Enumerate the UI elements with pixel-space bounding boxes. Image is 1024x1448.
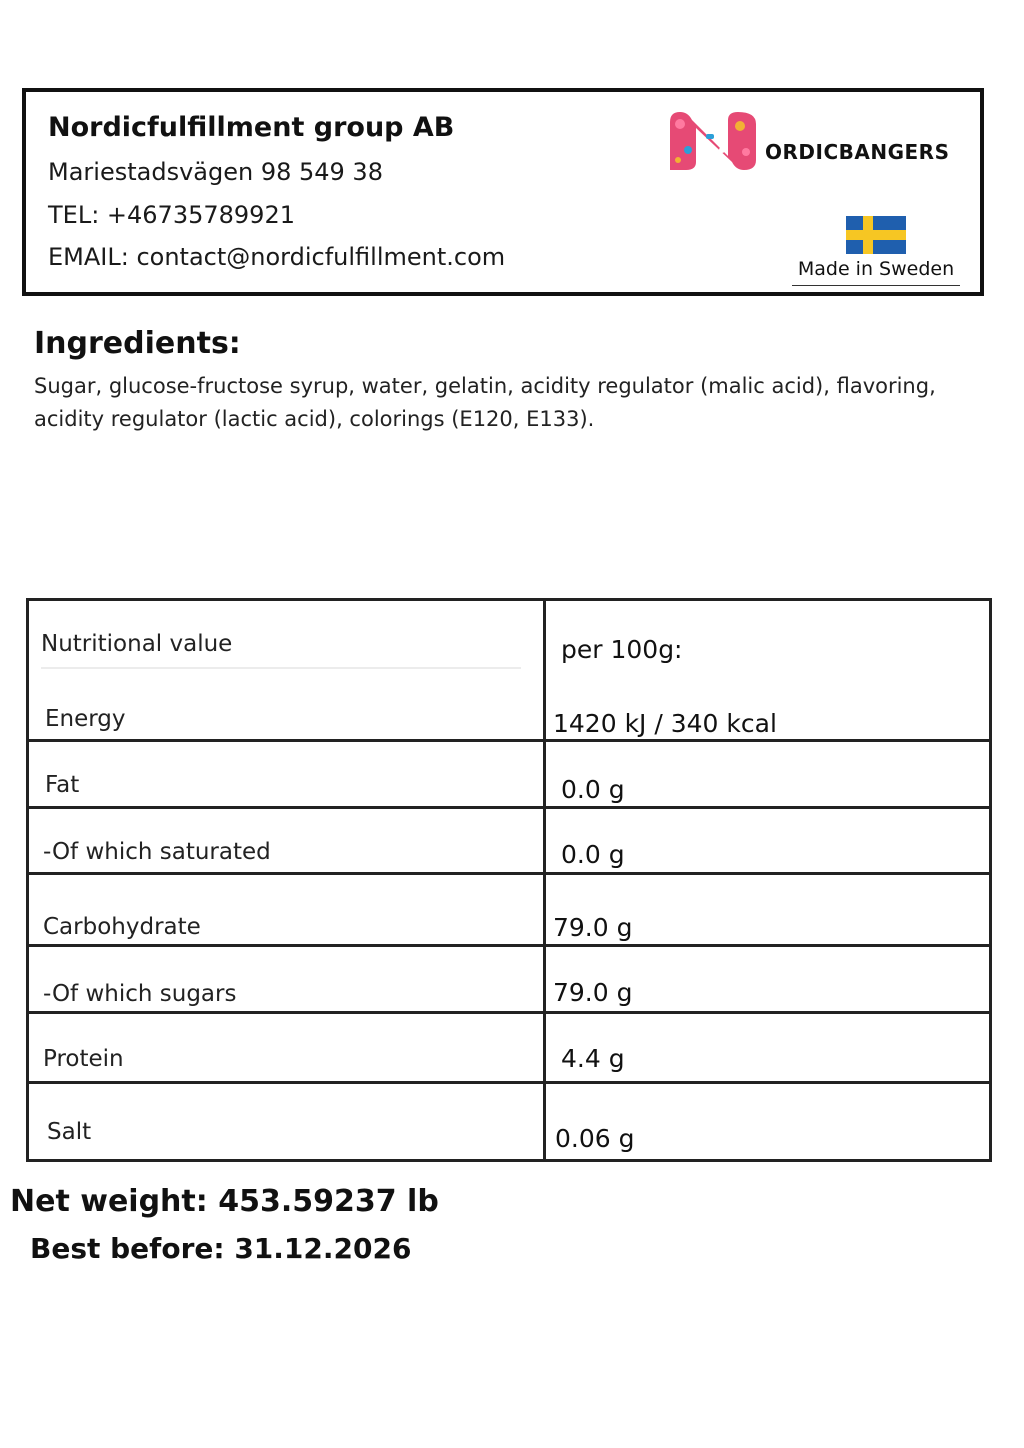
nutrient-value: 4.4 g [561,1044,625,1073]
candy-n-logo-icon [666,110,764,172]
row-divider [29,944,989,947]
nutrient-value: 79.0 g [553,978,633,1007]
company-address: Mariestadsvägen 98 549 38 [48,158,383,186]
nutrient-value: 0.0 g [561,775,625,804]
company-email: EMAIL: contact@nordicfulfillment.com [48,243,506,271]
row-divider [29,1081,989,1084]
row-divider [29,739,989,742]
nutrient-value: 0.06 g [555,1124,635,1153]
best-before: Best before: 31.12.2026 [30,1232,412,1265]
nutrient-label: Protein [43,1046,124,1072]
nutrient-value: 0.0 g [561,840,625,869]
ingredients-text: Sugar, glucose-fructose syrup, water, gelatin, acidity regulator (malic acid), flavoring, acidity regulator (lactic acid), colorings (E120, E133). [34,374,936,431]
company-phone: TEL: +46735789921 [48,201,295,229]
nordicbangers-logo [666,110,966,172]
ingredients-title: Ingredients: [34,326,241,361]
nutrient-label: Carbohydrate [43,914,201,940]
header-underline [41,667,521,669]
swedish-flag-icon [846,216,906,254]
row-divider [29,1011,989,1014]
logo-wordmark: ORDICBANGERS [765,140,950,164]
nutrition-header-value: per 100g: [561,635,683,664]
company-name: Nordicfulfillment group AB [48,112,455,143]
table-column-divider [543,601,546,1159]
nutrition-table [26,598,992,1162]
net-weight: Net weight: 453.59237 lb [10,1184,439,1219]
nutrient-label: -Of which saturated [43,839,271,865]
nutrient-label: Energy [45,706,126,732]
nutrient-label: Fat [45,772,80,798]
row-divider [29,806,989,809]
company-info-box [22,88,984,296]
nutrient-label: -Of which sugars [43,981,237,1007]
nutrient-value: 1420 kJ / 340 kcal [553,709,777,738]
row-divider [29,872,989,875]
nutrient-label: Salt [47,1119,92,1145]
made-in-label: Made in Sweden [792,258,960,286]
nutrient-value: 79.0 g [553,913,633,942]
nutrition-header-label: Nutritional value [41,631,233,657]
